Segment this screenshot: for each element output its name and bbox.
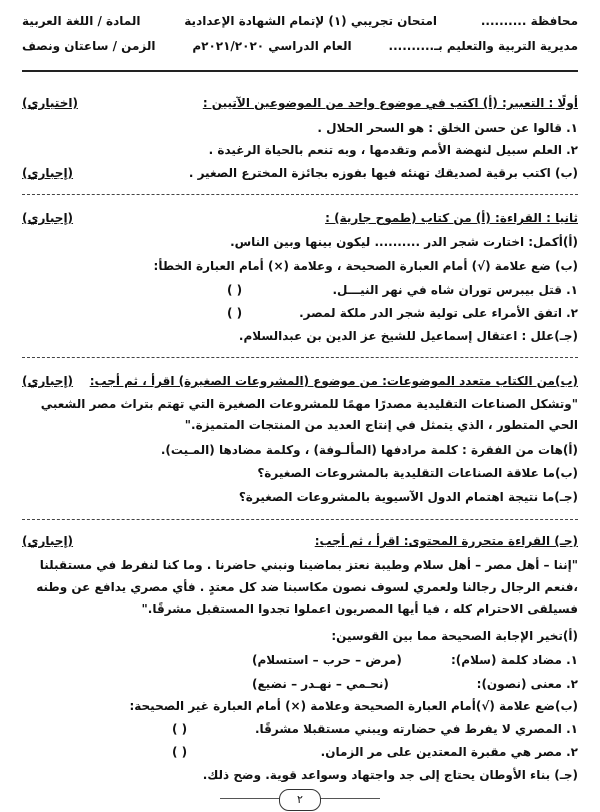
governorate: محافظة .......... [480, 14, 578, 28]
section2-heading [22, 210, 578, 226]
directorate: مديرية التربية والتعليم بـ.......... [388, 39, 578, 53]
section1-topic2: ٢. العلم سبيل لنهضة الأمم وتقدمها ، وبه تنعم بالحياة الرغيدة . [208, 143, 578, 157]
section4-c1-label: ١. مضاد كلمة (سلام): [450, 653, 578, 667]
section3-q2: (ب)ما علاقة الصناعات التقليدية بالمشروعات الصغيرة؟ [257, 466, 578, 480]
header-divider [22, 70, 578, 72]
section4-c1-options: (مرض – حرب – استسلام) [252, 653, 402, 667]
divider-2 [22, 357, 578, 358]
section4-statement1 [22, 721, 578, 737]
section2-q3: (جـ)علل : اعتقال إسماعيل للشيخ عز الدين بن عبدالسلام. [238, 329, 578, 343]
section3-heading [22, 373, 578, 389]
section4-choice1 [22, 652, 578, 668]
section1-tag: (اختياري) [22, 96, 78, 110]
time-allowed: الزمن / ساعتان ونصف [22, 39, 156, 53]
section4-statement2 [22, 744, 578, 760]
section1-topic1: ١. قالوا عن حسن الخلق : هو السحر الحلال . [317, 121, 578, 135]
section4-q1: (أ)تخير الإجابة الصحيحة مما بين القوسين: [331, 629, 578, 643]
section3-q3: (جـ)ما نتيجة اهتمام الدول الآسيوية بالمشروعات الصغيرة؟ [238, 490, 578, 504]
page-number: ٢ [279, 789, 321, 811]
section4-s2-text: ٢. مصر هي مقبرة المعتدين على مر الزمان. [320, 745, 578, 759]
section3-title: (ب)من الكتاب متعدد الموضوعات: من موضوع (المشروعات الصغيرة) اقرأ ، ثم أجب: [89, 374, 578, 388]
section3-tag: (إجباري) [22, 374, 74, 388]
section2-s1-text: ١. قتل بيبرس توران شاه في نهر النيـــل. [332, 283, 578, 297]
section1-b [22, 165, 578, 181]
section1-b-tag: (إجباري) [22, 166, 74, 180]
section4-s1-text: ١. المصري لا يفرط في حضارته ويبني مستقبلا مشرقًا. [254, 722, 578, 736]
header-row-2 [22, 38, 578, 54]
section2-statement1 [22, 282, 578, 298]
section4-choice2 [22, 676, 578, 692]
academic-year: العام الدراسي ٢٠٢١/٢٠٢٠م [192, 39, 352, 53]
section2-q2: (ب) ضع علامة (√) أمام العبارة الصحيحة ، وعلامة (×) أمام العبارة الخطأ: [153, 259, 578, 273]
divider-3 [22, 519, 578, 520]
divider-1 [22, 194, 578, 195]
subject: المادة / اللغة العربية [22, 14, 141, 28]
section4-passage: "إننا – أهل مصر – أهل سلام وطيبة نعتز بماضينا ونبني حاضرنا . وما كنا لنفرط في مستقبلنا ،فنعم الرجال رجالنا ولعمري لسوف نصون مكاسبنا ضد كل معتدٍ . فأي مصري يدافع عن وطنه فسيلقى الاحترام كله ، فيا أيها المصريون اعملوا تجدوا المستقبل مشرقًا." [36, 558, 578, 616]
section2-tag: (إجباري) [22, 211, 74, 225]
section4-title: (جـ) القراءة متحررة المحتوى: اقرأ ، ثم أجب: [314, 534, 578, 548]
section2-statement2 [22, 305, 578, 321]
section1-b-text: (ب) اكتب برقية لصديقك تهنئه فيها بفوزه بجائزة المخترع الصغير . [188, 166, 578, 180]
section4-s1-answer-box: ( ) [172, 722, 188, 736]
section2-title: ثانيا : القراءة: (أ) من كتاب (طموح جارية) : [325, 211, 578, 225]
section3-q1: (أ)هات من الفقرة : كلمة مرادفها (المألـوفة) ، وكلمة مضادها (المـيت). [160, 443, 578, 457]
header-row-1 [22, 13, 578, 29]
section2-q1: (أ)أكمل: اختارت شجر الدر .......... ليكون بينها وبين الناس. [230, 235, 578, 249]
section4-c2-label: ٢. معنى (نصون): [476, 677, 578, 691]
section2-s2-answer-box: ( ) [227, 306, 243, 320]
exam-title: امتحان تجريبي (١) لإتمام الشهادة الإعدادية [184, 14, 437, 28]
section4-q3: (جـ) بناء الأوطان يحتاج إلى جد واجتهاد وسواعد قوية. وضح ذلك. [202, 768, 578, 782]
section4-heading [22, 533, 578, 549]
section2-s2-text: ٢. اتفق الأمراء على تولية شجر الدر ملكة لمصر. [299, 306, 578, 320]
section4-s2-answer-box: ( ) [172, 745, 188, 759]
section4-q2: (ب)ضع علامة (√)أمام العبارة الصحيحة وعلامة (×) أمام العبارة غير الصحيحة: [129, 699, 578, 713]
section1-heading [22, 95, 578, 111]
section2-s1-answer-box: ( ) [227, 283, 243, 297]
section4-c2-options: (نحـمي – نهـدر – نضيع) [252, 677, 389, 691]
section4-tag: (إجباري) [22, 534, 74, 548]
section3-passage: "وتشكل الصناعات التقليدية مصدرًا مهمًا للمشروعات الصغيرة التي تهتم بتراث مصر الشعبي الحي المتطور ، الذي يتمثل في إنتاج العديد من المنتجات المتميزة." [40, 397, 578, 432]
section1-title: أولًا : التعبير: (أ) اكتب في موضوع واحد من الموضوعين الآتيين : [202, 96, 578, 110]
